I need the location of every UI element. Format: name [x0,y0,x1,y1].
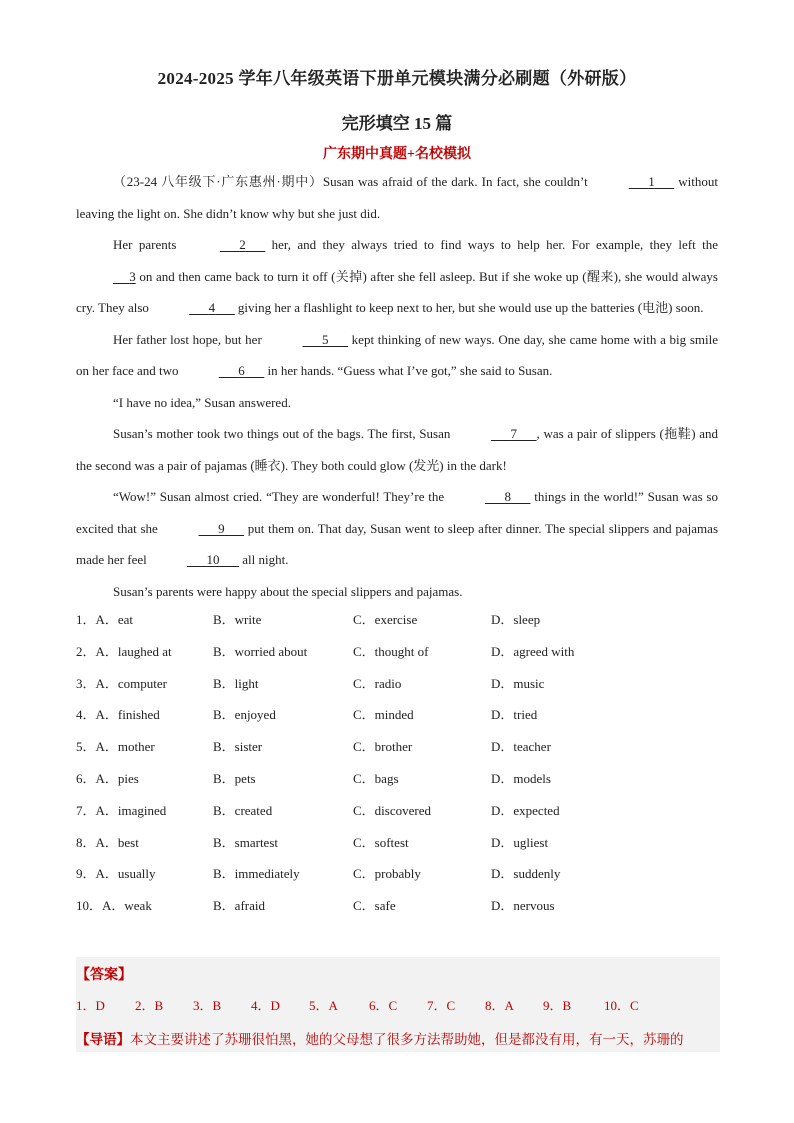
blank-4: 4 [208,300,216,315]
option-c: C．thought of [353,643,429,659]
option-row [76,863,718,895]
answer-item: 8．A [485,998,514,1013]
option-row [76,673,718,705]
option-d: D．music [491,675,545,691]
option-row [76,895,718,927]
answer-item: 7．C [427,998,456,1013]
option-b: B．afraid [213,898,265,914]
option-d: D．models [491,770,551,786]
blank-6: 6 [238,363,245,378]
blank-3: 3 [129,268,136,284]
option-c: C．radio [353,675,402,691]
guide-text [76,1028,684,1048]
option-a: 6．A．pies [76,770,139,786]
answer-options [76,609,718,927]
option-d: D．expected [491,802,560,818]
option-row [76,800,718,832]
option-b: B．sister [213,739,263,755]
option-b: B．immediately [213,866,300,882]
option-d: D．ugliest [491,834,549,850]
option-a: 3．A．computer [76,675,167,691]
guide-label: 【导语】 [76,1032,130,1047]
option-c: C．bags [353,770,399,786]
option-d: D．agreed with [491,643,575,659]
blank-2: 2 [239,237,246,252]
answer-label: 【答案】 [76,968,132,983]
option-a: 8．A．best [76,834,139,850]
option-b: B．enjoyed [213,707,276,723]
blank-8: 8 [504,489,511,504]
option-row [76,832,718,864]
option-b: B．write [213,612,262,627]
option-d: D．tried [491,707,538,723]
blank-5: 5 [321,331,329,347]
blank-9: 9 [218,520,225,536]
option-row [76,768,718,800]
cloze-passage [76,166,718,607]
option-b: B．worried about [213,643,308,659]
answer-item: 1．D [76,998,105,1013]
option-a: 1．A．eat [76,612,134,627]
passage-paragraph-5: Susan’s mother took two things out of the bags. The first, Susan 7 , was a pair of slippers (拖鞋) and the second was a pair of pajamas (睡衣). They both could glow (发光) in the dark! [76,418,718,481]
option-c: C．brother [353,739,413,755]
page-title: 2024-2025 学年八年级英语下册单元模块满分必刷题（外研版） [157,69,637,88]
option-b: B．pets [213,770,256,786]
option-d: D．suddenly [491,866,561,882]
option-a: 10．A．weak [76,898,152,914]
option-d: D．teacher [491,739,551,755]
guide-body: 本文主要讲述了苏珊很怕黑，她的父母想了很多方法帮助她，但是都没有用，有一天，苏珊的 [130,1032,684,1047]
blank-10: 10 [206,552,220,567]
option-a: 5．A．mother [76,739,155,755]
answer-item: 4．D [251,998,280,1013]
option-b: B．smartest [213,834,278,850]
option-row [76,609,718,641]
option-a: 7．A．imagined [76,802,167,818]
blank-7: 7 [510,426,518,441]
answer-item: 2．B [135,998,164,1013]
option-b: B．light [213,675,259,691]
option-c: C．minded [353,707,414,723]
option-b: B．created [213,802,273,818]
section-heading: 广东期中真题+名校模拟 [323,147,471,162]
answer-item: 3．B [193,998,222,1013]
option-c: C．probably [353,866,421,882]
option-a: 2．A．laughed at [76,643,172,659]
blank-1: 1 [648,174,655,189]
passage-paragraph-7: Susan’s parents were happy about the special slippers and pajamas. [113,583,463,599]
passage-paragraph-1: （23-24 八年级下·广东惠州·期中）Susan was afraid of the dark. In fact, she couldn’t 1 without leaving the light on. She didn’t know why but she just did. [76,166,718,229]
option-d: D．sleep [491,612,541,627]
answer-item: 10．C [604,998,639,1013]
passage-paragraph-3: Her father lost hope, but her 5 kept thinking of new ways. One day, she came home with a big smile on her face and two 6 in her hands. “Guess what I’ve got,” she said to Susan. [76,324,718,387]
page-subtitle: 完形填空 15 篇 [341,114,453,133]
answer-section [76,957,720,1052]
option-a: 4．A．finished [76,707,160,723]
option-row [76,736,718,768]
option-a: 9．A．usually [76,866,156,882]
passage-paragraph-2: Her parents 2 her, and they always tried to find ways to help her. For example, they left the 3 on and then came back to turn it off (关掉) after she fell asleep. But if she woke up (醒来), she would always cry. They also 4 giving her a flashlight to keep next to her, but she would use up the batteries (电池) soon. [76,229,718,324]
answer-item: 9．B [543,998,572,1013]
option-d: D．nervous [491,898,555,914]
passage-paragraph-4: “I have no idea,” Susan answered. [113,394,291,410]
passage-paragraph-6: “Wow!” Susan almost cried. “They are wonderful! They’re the 8 things in the world!” Susan was so excited that she 9 put them on. That day, Susan went to sleep after dinner. The special slippers and pajamas made her feel 10 all night. [76,481,718,576]
option-c: C．discovered [353,802,431,818]
option-c: C．softest [353,834,409,850]
option-row [76,641,718,673]
answer-item: 6．C [369,998,398,1013]
option-c: C．safe [353,898,396,914]
option-c: C．exercise [353,612,418,627]
option-row [76,704,718,736]
answer-item: 5．A [309,998,338,1013]
